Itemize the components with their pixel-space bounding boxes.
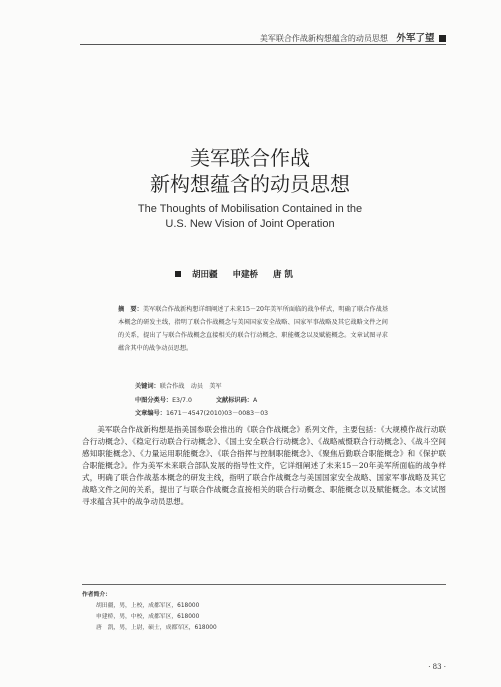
author-list [175, 268, 305, 280]
column-name: 外军了望 [396, 33, 435, 44]
header-rule [80, 44, 446, 45]
note-line: 申建桥，男，中校，成都军区，618000 [96, 614, 200, 620]
abstract [118, 303, 388, 355]
keywords-value: 联合作战 动员 美军 [159, 383, 222, 390]
doc-code-value: A [253, 397, 258, 404]
header-square-icon [439, 35, 446, 42]
note-line: 唐 凯，男，上尉，硕士，成都军区，618000 [96, 625, 217, 631]
keywords-label: 关键词： [135, 383, 160, 390]
page-number: · 83 · [428, 663, 446, 671]
title-en-line2: U.S. New Vision of Joint Operation [165, 218, 335, 230]
running-header [80, 30, 446, 44]
classification [135, 395, 257, 404]
author-square-icon [175, 271, 181, 277]
doc-code-label: 文献标识码： [215, 397, 253, 404]
author-name: 唐 凯 [272, 270, 293, 280]
abstract-text: 美军联合作战新构想详细阐述了未来15－20年美军所面临的战争样式，明确了联合作战基本概念的研发主线，指明了联合作战概念与美国国家安全战略、国家军事战略及其它战略文件之间的关系，提出了与联合作战概念直接相关的联合行动概念、职能概念以及赋能概念。文章试图寻求蕴含其中的战争动员思想。 [118, 306, 389, 352]
author-notes [82, 590, 217, 634]
author-name: 申建桥 [232, 270, 258, 280]
title-cn-line2: 新构想蕴含的动员思想 [150, 172, 350, 196]
footnote-rule [82, 584, 446, 585]
clc-value: E3/7.0 [172, 397, 192, 404]
note-line: 胡田疆，男，上校，成都军区，618000 [96, 603, 200, 609]
clc-label: 中图分类号： [135, 397, 173, 404]
title-cn-line1: 美军联合作战 [190, 146, 310, 170]
notes-label: 作者简介： [82, 592, 111, 598]
body-paragraph: 美军联合作战新构想是指美国参联会推出的《联合作战概念》系列文件，主要包括：《大规模作战行动联合行动概念》、《稳定行动联合行动概念》、《国土安全联合行动概念》、《战略威慑联合行动概念》、《战斗空间感知职能概念》、《力量运用职能概念》、《联合指挥与控制职能概念》、《聚焦后勤联合职能概念》和《保护联合职能概念》。作为美军未来联合部队发展的指导性文件，它详细阐述了未来15－20年美军所面临的战争样式，明确了联合作战基本概念的研发主线，指明了联合作战概念与美国国家安全战略、国家军事战略及其它战略文件之间的关系，提出了与联合作战概念直接相关的联合行动概念、职能概念以及赋能概念。本文试图寻求蕴含其中的战争动员思想。 [82, 425, 446, 506]
running-title: 美军联合作战新构想蕴含的动员思想 [259, 34, 388, 43]
abstract-label: 摘 要： [118, 306, 143, 313]
article-value: 1671－4547(2010)03－0083－03 [165, 410, 269, 417]
keywords [135, 381, 222, 390]
author-name: 胡田疆 [191, 270, 218, 280]
title-en-line1: The Thoughts of Mobilisation Contained in the [137, 203, 363, 215]
article-label: 文章编号： [135, 410, 166, 417]
article-number [135, 408, 268, 417]
